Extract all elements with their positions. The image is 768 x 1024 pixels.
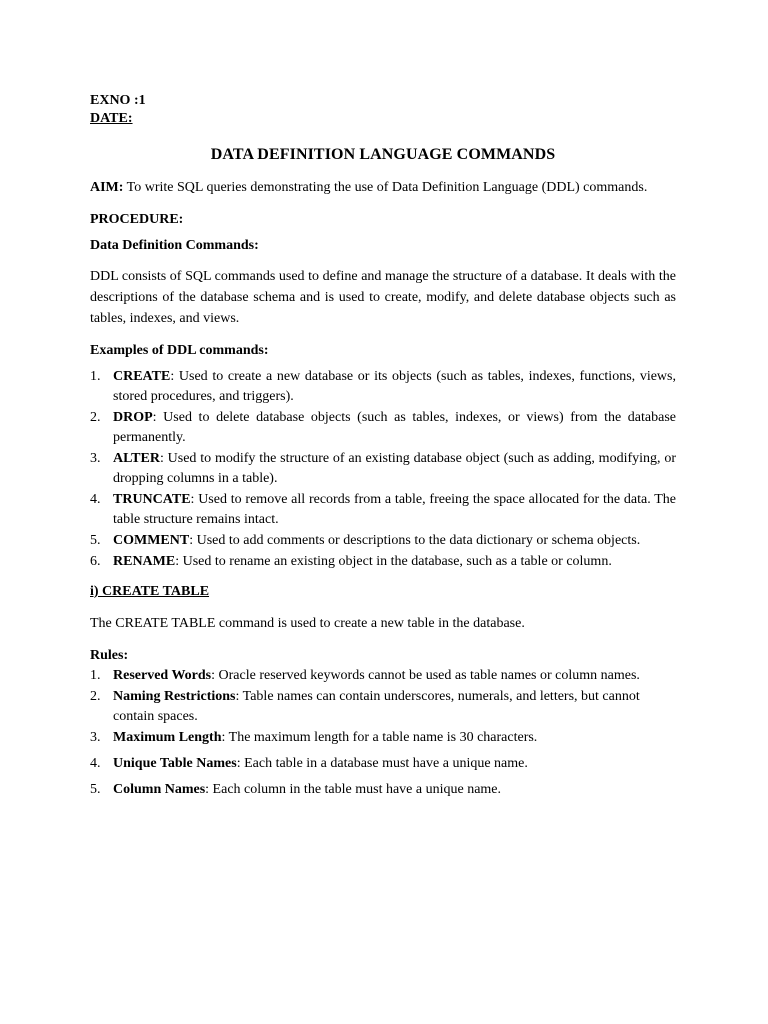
rule-description: : Each table in a database must have a unique name. bbox=[236, 756, 528, 771]
command-description: : Used to delete database objects (such as tables, indexes, or views) from the database permanently. bbox=[113, 410, 676, 445]
list-item bbox=[90, 754, 650, 774]
rule-term: Maximum Length bbox=[113, 730, 222, 745]
list-item bbox=[90, 408, 676, 448]
rule-description: : Each column in the table must have a unique name. bbox=[205, 782, 502, 797]
document-page bbox=[90, 92, 676, 801]
command-term: DROP bbox=[113, 410, 153, 425]
command-term: COMMENT bbox=[113, 533, 190, 548]
date-label: DATE: bbox=[90, 111, 133, 126]
rules-heading: Rules: bbox=[90, 648, 129, 663]
list-item bbox=[90, 531, 676, 551]
list-item bbox=[90, 449, 676, 489]
aim-text: To write SQL queries demonstrating the use of Data Definition Language (DDL) commands. bbox=[123, 180, 648, 195]
create-table-description: The CREATE TABLE command is used to create a new table in the database. bbox=[90, 616, 525, 631]
list-number: 5. bbox=[90, 782, 101, 797]
ddl-description: DDL consists of SQL commands used to define and manage the structure of a database. It deals with the descriptions of the database schema and is used to create, modify, and delete database objects such as tables, indexes, and views. bbox=[90, 269, 676, 326]
list-item bbox=[90, 490, 676, 530]
page-title: DATA DEFINITION LANGUAGE COMMANDS bbox=[210, 146, 556, 163]
command-term: ALTER bbox=[113, 451, 160, 466]
command-description: : Used to add comments or descriptions to the data dictionary or schema objects. bbox=[189, 533, 641, 548]
examples-heading: Examples of DDL commands: bbox=[90, 343, 269, 358]
rule-term: Reserved Words bbox=[113, 668, 212, 683]
list-item bbox=[90, 367, 676, 407]
list-item bbox=[90, 780, 650, 800]
rule-description: : The maximum length for a table name is 30 characters. bbox=[221, 730, 538, 745]
list-number: 4. bbox=[90, 756, 101, 771]
section-heading: i) CREATE TABLE bbox=[90, 584, 210, 599]
examples-list bbox=[90, 367, 676, 572]
command-description: : Used to remove all records from a table, freeing the space allocated for the data. The table structure remains intact. bbox=[113, 492, 676, 527]
rule-description: : Table names can contain underscores, numerals, and letters, but cannot contain spaces. bbox=[113, 689, 640, 724]
rules-list bbox=[90, 666, 650, 800]
list-number: 1. bbox=[90, 668, 101, 683]
rule-description: : Oracle reserved keywords cannot be used as table names or column names. bbox=[211, 668, 640, 683]
list-number: 5. bbox=[90, 533, 101, 548]
command-description: : Used to create a new database or its objects (such as tables, indexes, functions, views, stored procedures, and triggers). bbox=[113, 369, 676, 404]
aim-label: AIM: bbox=[90, 180, 124, 195]
command-description: : Used to modify the structure of an existing database object (such as adding, modifying, or dropping columns in a table). bbox=[113, 451, 676, 486]
rule-term: Unique Table Names bbox=[113, 756, 237, 771]
list-item bbox=[90, 687, 650, 727]
rule-term: Naming Restrictions bbox=[113, 689, 236, 704]
list-number: 2. bbox=[90, 410, 101, 425]
command-term: RENAME bbox=[113, 554, 176, 569]
command-term: TRUNCATE bbox=[113, 492, 191, 507]
exno-label: EXNO :1 bbox=[90, 93, 146, 108]
list-number: 2. bbox=[90, 689, 101, 704]
list-item bbox=[90, 666, 650, 686]
list-number: 6. bbox=[90, 554, 101, 569]
command-description: : Used to rename an existing object in the database, such as a table or column. bbox=[175, 554, 612, 569]
rule-term: Column Names bbox=[113, 782, 206, 797]
list-number: 4. bbox=[90, 492, 101, 507]
list-number: 3. bbox=[90, 451, 101, 466]
procedure-heading: PROCEDURE: bbox=[90, 212, 184, 227]
list-number: 1. bbox=[90, 369, 101, 384]
aim-paragraph bbox=[90, 178, 676, 198]
list-number: 3. bbox=[90, 730, 101, 745]
ddc-heading: Data Definition Commands: bbox=[90, 238, 259, 253]
list-item bbox=[90, 728, 650, 748]
command-term: CREATE bbox=[113, 369, 171, 384]
list-item bbox=[90, 552, 676, 572]
